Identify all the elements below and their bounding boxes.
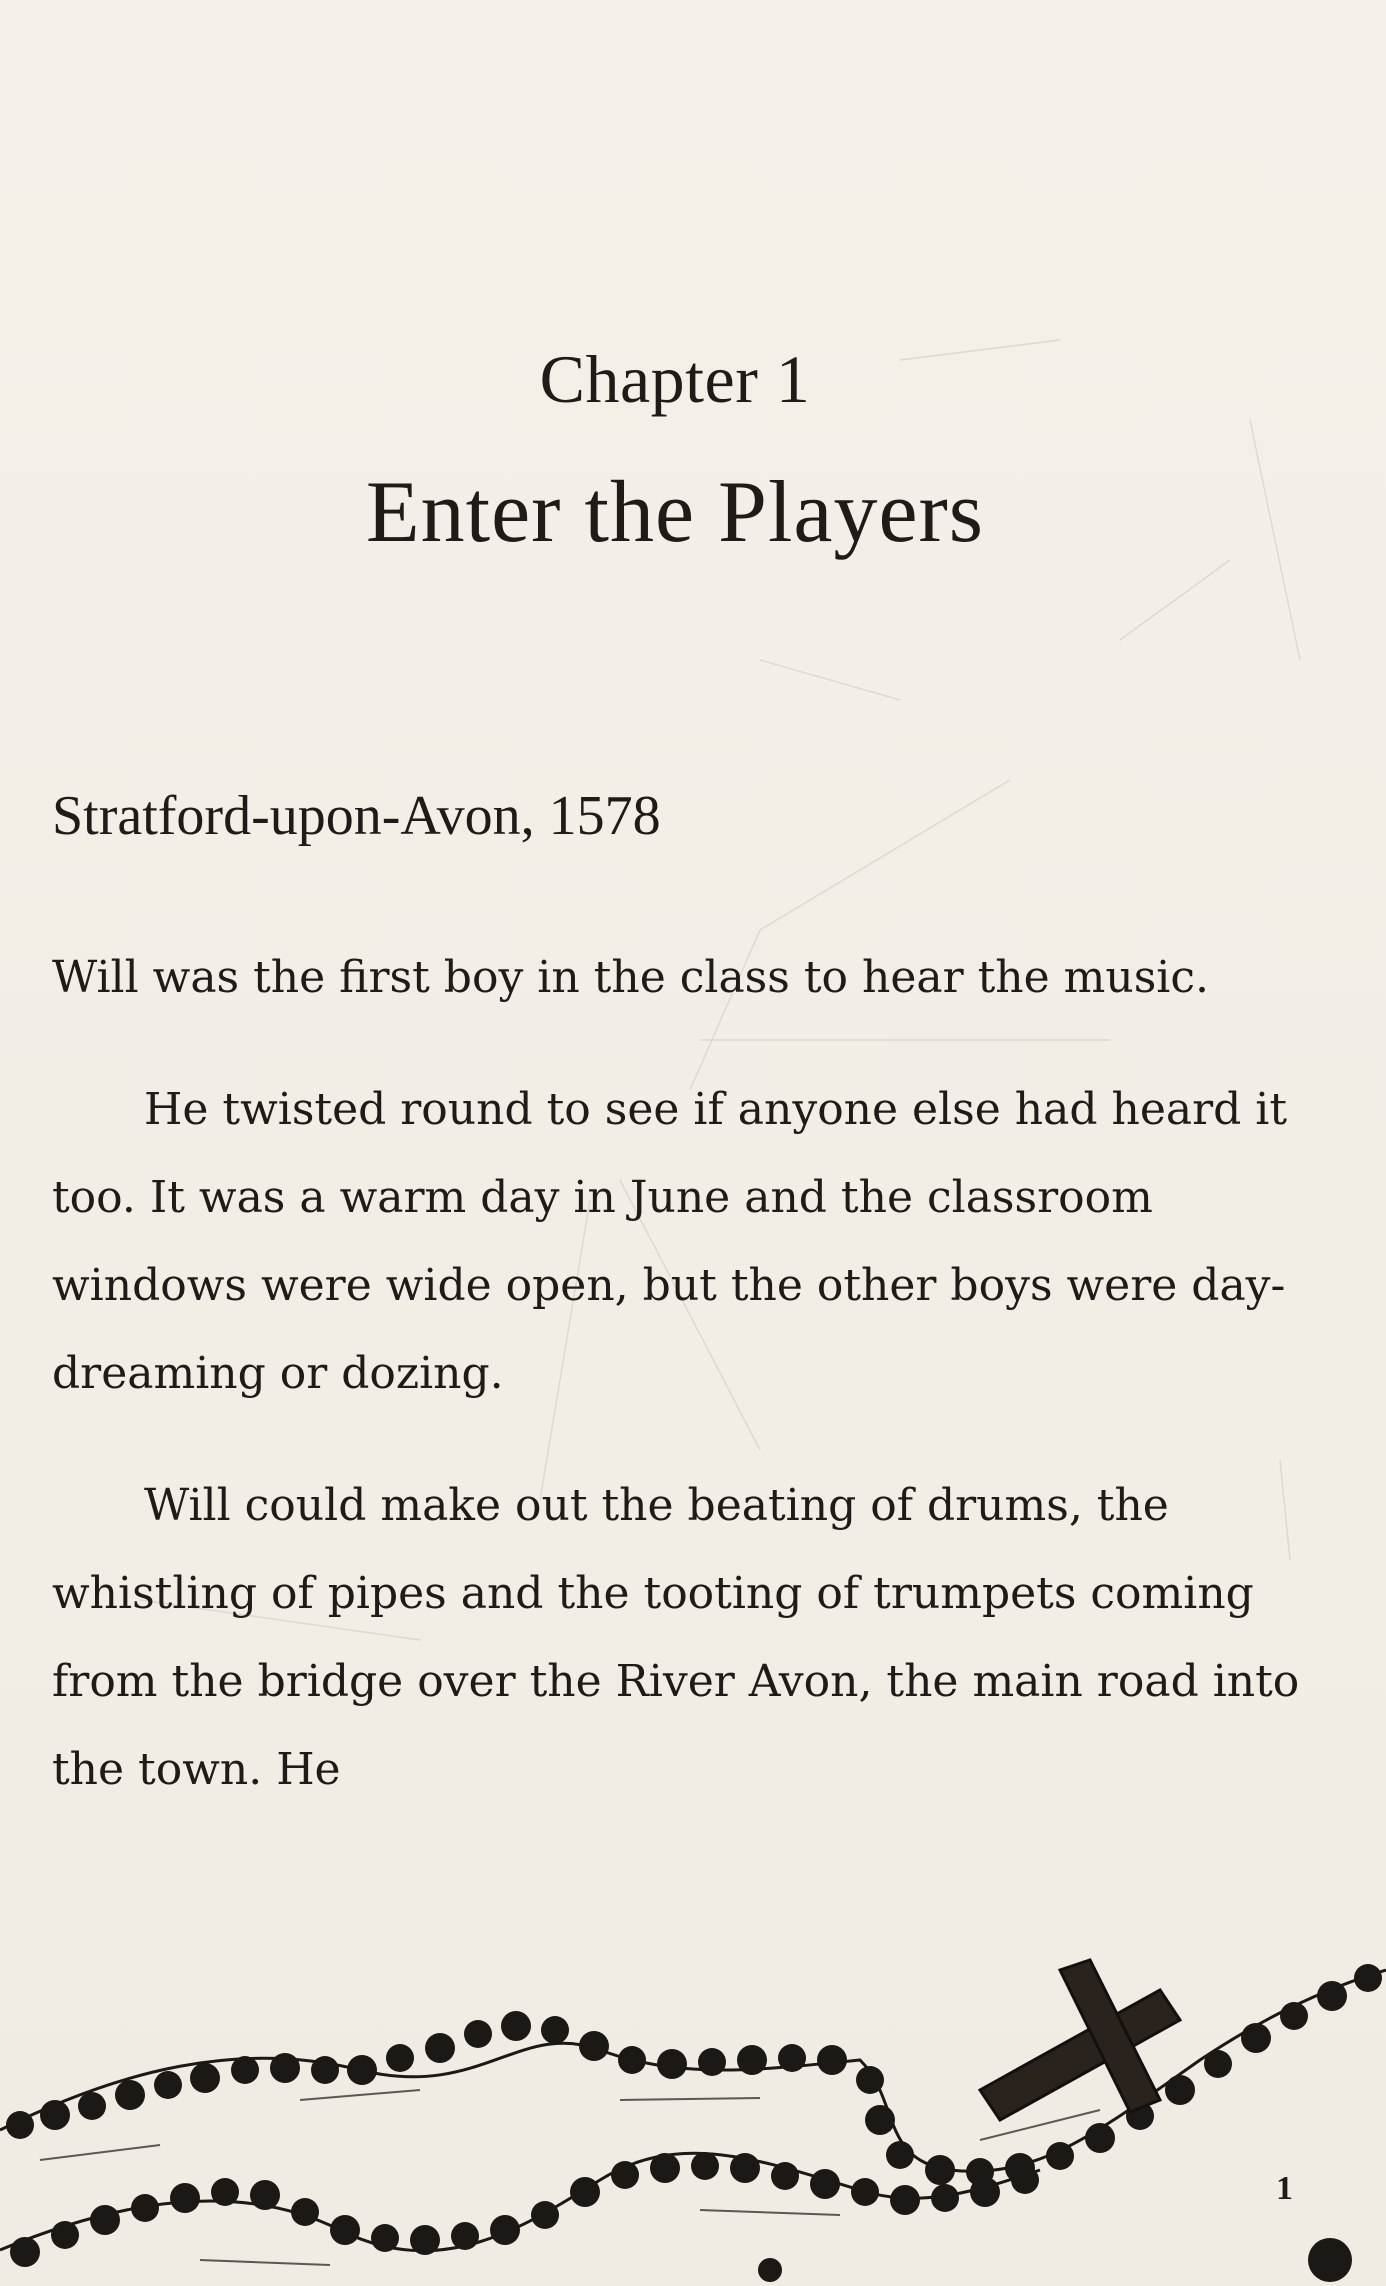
paragraph-2: He twisted round to see if anyone else had heard it too. It was a warm day in June and the classroom windows were wide open, but the other boys were day-dreaming or dozing. <box>52 1084 1288 1399</box>
body-text <box>52 934 1342 1858</box>
rosary-beads-with-cross-icon <box>0 1930 1386 2286</box>
chapter-title: Enter the Players <box>365 464 985 561</box>
paragraph-1: Will was the first boy in the class to hear the music. <box>52 952 1209 1003</box>
paragraph-3: Will could make out the beating of drums, the whistling of pipes and the tooting of trumpets coming from the bridge over the River Avon, the main road into the town. He <box>52 1480 1300 1795</box>
place-date-heading: Stratford-upon-Avon, 1578 <box>52 785 661 847</box>
chapter-label: Chapter 1 <box>539 341 811 417</box>
page-number: 1 <box>1276 2170 1293 2207</box>
